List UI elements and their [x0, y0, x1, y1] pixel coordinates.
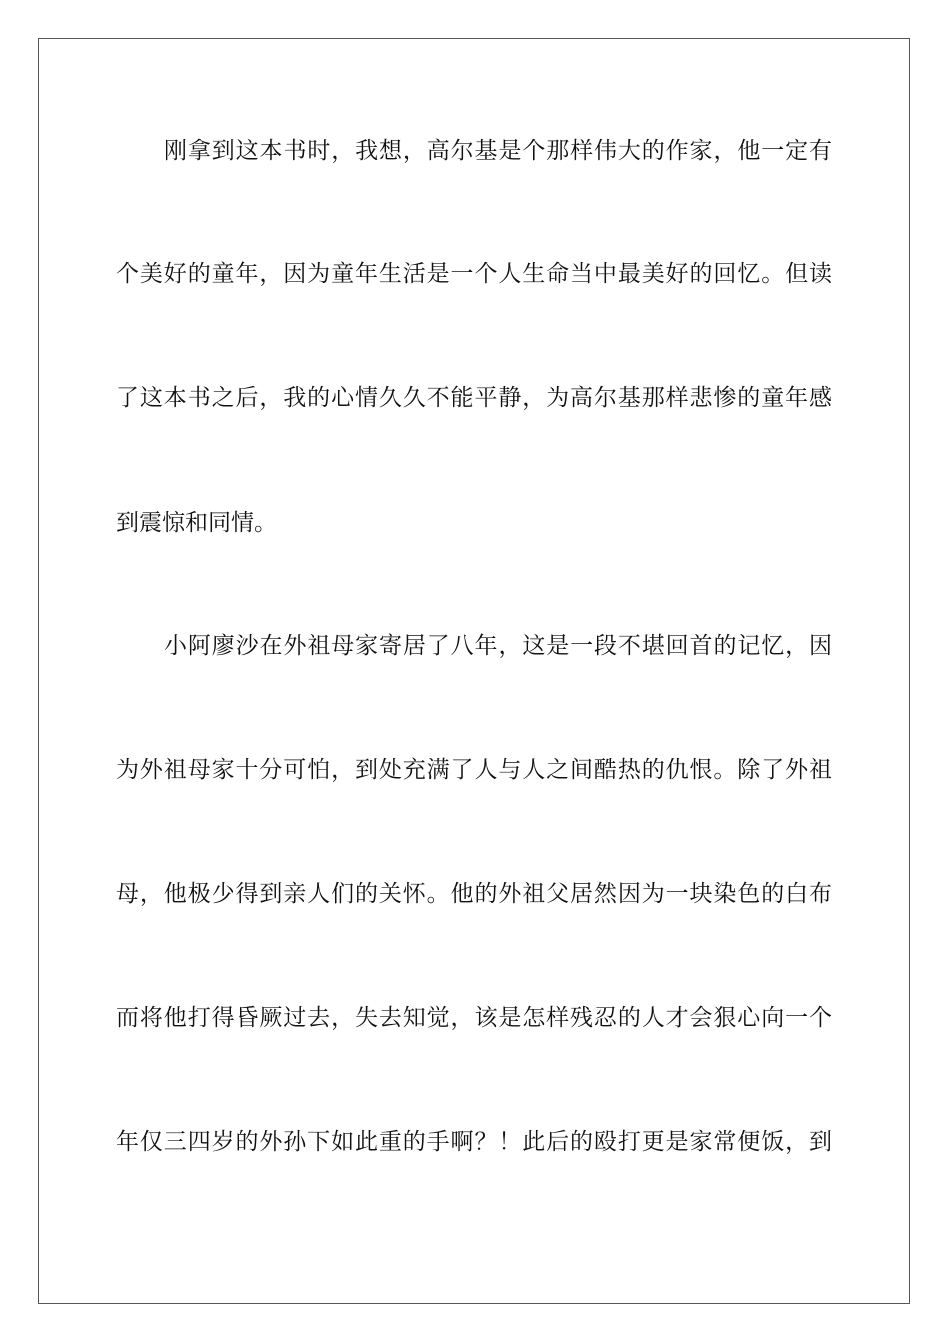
paragraph-2-line-3: 母，他极少得到亲人们的关怀。他的外祖父居然因为一块染色的白布 — [116, 881, 832, 907]
paragraph-2-line-2: 为外祖母家十分可怕，到处充满了人与人之间酷热的仇恨。除了外祖 — [116, 757, 832, 783]
paragraph-1-line-2: 个美好的童年，因为童年生活是一个人生命当中最美好的回忆。但读 — [116, 261, 832, 287]
paragraph-2-line-1: 小阿廖沙在外祖母家寄居了八年，这是一段不堪回首的记忆，因 — [164, 633, 832, 659]
paragraph-1-line-1: 刚拿到这本书时，我想，高尔基是个那样伟大的作家，他一定有 — [164, 138, 832, 164]
page-border — [38, 38, 910, 1304]
paragraph-2-line-4: 而将他打得昏厥过去，失去知觉，该是怎样残忍的人才会狠心向一个 — [116, 1005, 832, 1031]
paragraph-1-line-4: 到震惊和同情。 — [116, 510, 277, 536]
paragraph-1-line-3: 了这本书之后，我的心情久久不能平静，为高尔基那样悲惨的童年感 — [116, 385, 832, 411]
paragraph-2-line-5: 年仅三四岁的外孙下如此重的手啊？！此后的殴打更是家常便饭，到 — [116, 1129, 832, 1155]
